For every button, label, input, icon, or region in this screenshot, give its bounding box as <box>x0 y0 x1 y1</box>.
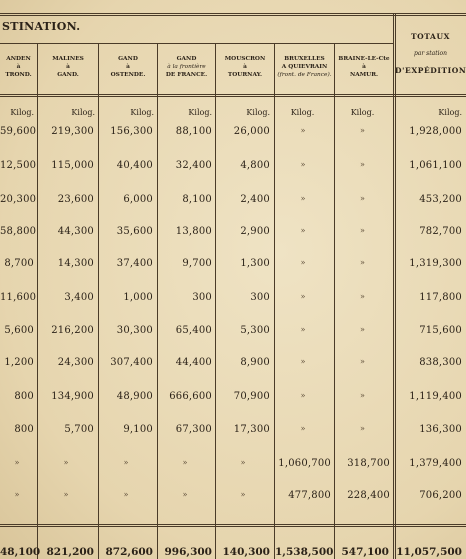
table-cell: 136,300 <box>419 424 462 435</box>
table-cell: 216,200 <box>51 325 94 336</box>
table-cell: » <box>300 292 306 301</box>
table-cell: 318,700 <box>347 458 390 469</box>
table-cell: 48,900 <box>116 391 153 402</box>
destination-title: STINATION. <box>2 20 81 33</box>
total-cell: 48,100 <box>0 546 41 558</box>
table-cell: » <box>359 160 366 169</box>
col-divider <box>274 44 275 559</box>
table-cell: 59,600 <box>0 126 37 137</box>
table-cell: 300 <box>250 292 270 303</box>
table-cell: » <box>300 357 306 366</box>
table-cell: » <box>300 160 306 169</box>
table-cell: 1,119,400 <box>409 391 462 402</box>
table-cell: » <box>123 490 129 499</box>
unit-label: Kilog. <box>438 108 462 117</box>
table-cell: 6,000 <box>123 194 153 205</box>
table-cell: 5,300 <box>240 325 270 336</box>
table-cell: » <box>182 458 188 467</box>
table-cell: 666,600 <box>169 391 212 402</box>
table-cell: 5,600 <box>4 325 34 336</box>
unit-label: Kilog. <box>350 108 375 117</box>
table-cell: 26,000 <box>233 126 270 137</box>
column-header: ANDEN à TROND. <box>5 56 32 78</box>
table-cell: » <box>359 325 366 334</box>
table-cell: 800 <box>14 424 34 435</box>
total-cell: 547,100 <box>341 546 389 558</box>
unit-label: Kilog. <box>188 108 212 117</box>
table-cell: 67,300 <box>175 424 212 435</box>
table-cell: » <box>300 126 306 135</box>
table-cell: 3,400 <box>64 292 94 303</box>
table-cell: 88,100 <box>175 126 212 137</box>
table-cell: » <box>359 226 366 235</box>
unit-label: Kilog. <box>10 108 34 117</box>
table-cell: 8,700 <box>4 258 34 269</box>
table-cell: 40,400 <box>116 160 153 171</box>
table-cell: 715,600 <box>419 325 462 336</box>
table-cell: 32,400 <box>175 160 212 171</box>
column-header: MALINES à GAND. <box>52 56 84 78</box>
table-cell: » <box>359 424 366 433</box>
table-cell: 1,300 <box>240 258 270 269</box>
table-cell: » <box>359 126 366 135</box>
table-cell: 1,060,700 <box>278 458 331 469</box>
table-cell: 1,000 <box>123 292 153 303</box>
table-cell: » <box>182 490 188 499</box>
total-cell: 1,538,500 <box>275 546 334 558</box>
table-cell: 30,300 <box>116 325 153 336</box>
table-cell: 12,500 <box>0 160 37 171</box>
table-cell: » <box>300 258 306 267</box>
totaux-subtitle: par station <box>413 50 448 57</box>
col-divider <box>334 44 335 559</box>
table-cell: 23,600 <box>57 194 94 205</box>
table-cell: 800 <box>14 391 34 402</box>
table-cell: 1,379,400 <box>409 458 462 469</box>
unit-label: Kilog. <box>246 108 270 117</box>
total-cell: 821,200 <box>46 546 94 558</box>
table-cell: 20,300 <box>0 194 37 205</box>
table-cell: 115,000 <box>51 160 94 171</box>
table-cell: » <box>300 325 306 334</box>
table-cell: 44,300 <box>57 226 94 237</box>
table-cell: » <box>14 458 20 467</box>
total-cell: 996,300 <box>164 546 212 558</box>
totaux-expedition: D'EXPÉDITION <box>395 66 466 75</box>
table-cell: » <box>359 391 366 400</box>
table-cell: 44,400 <box>175 357 212 368</box>
table-cell: 1,319,300 <box>409 258 462 269</box>
table-cell: 65,400 <box>175 325 212 336</box>
grand-total-cell: 11,057,500 <box>396 546 462 558</box>
table-cell: » <box>359 357 366 366</box>
table-cell: 35,600 <box>116 226 153 237</box>
table-cell: 706,200 <box>419 490 462 501</box>
table-cell: 37,400 <box>116 258 153 269</box>
unit-label: Kilog. <box>71 108 95 117</box>
column-header: GAND à la frontière DE FRANCE. <box>165 56 208 78</box>
table-cell: 228,400 <box>347 490 390 501</box>
table-cell: » <box>300 391 306 400</box>
table-cell: 307,400 <box>110 357 153 368</box>
table-cell: 782,700 <box>419 226 462 237</box>
table-cell: 14,300 <box>57 258 94 269</box>
column-header: BRUXELLES A QUIEVRAIN (front. de France). <box>277 56 332 78</box>
table-cell: 1,200 <box>4 357 34 368</box>
table-cell: » <box>63 490 69 499</box>
table-cell: 24,300 <box>57 357 94 368</box>
table-cell: » <box>240 490 246 499</box>
table-cell: 1,061,100 <box>409 160 462 171</box>
totals-divider <box>393 14 396 559</box>
table-cell: » <box>63 458 69 467</box>
table-cell: » <box>359 194 366 203</box>
table-cell: 9,100 <box>123 424 153 435</box>
table-cell: » <box>14 490 20 499</box>
table-cell: » <box>123 458 129 467</box>
table-cell: » <box>359 258 366 267</box>
table-cell: 219,300 <box>51 126 94 137</box>
table-cell: 5,700 <box>64 424 94 435</box>
table-cell: 453,200 <box>419 194 462 205</box>
table-cell: 11,600 <box>0 292 37 303</box>
totals-rule <box>0 524 466 527</box>
top-rule <box>0 13 466 16</box>
total-cell: 872,600 <box>105 546 153 558</box>
table-cell: 477,800 <box>288 490 331 501</box>
table-cell: 8,900 <box>240 357 270 368</box>
table-cell: 70,900 <box>233 391 270 402</box>
table-cell: 2,400 <box>240 194 270 205</box>
unit-label: Kilog. <box>130 108 154 117</box>
unit-label: Kilog. <box>290 108 315 117</box>
totaux-title: TOTAUX <box>410 32 451 41</box>
table-cell: 300 <box>192 292 212 303</box>
table-cell: » <box>300 424 306 433</box>
column-header: BRAINE-LE-Cte à NAMUR. <box>338 56 390 78</box>
table-cell: 156,300 <box>110 126 153 137</box>
table-cell: 117,800 <box>419 292 462 303</box>
table-cell: 838,300 <box>419 357 462 368</box>
table-cell: » <box>300 226 306 235</box>
total-cell: 140,300 <box>222 546 270 558</box>
table-cell: 8,100 <box>182 194 212 205</box>
table-cell: 58,800 <box>0 226 37 237</box>
table-cell: » <box>300 194 306 203</box>
column-header: GAND à OSTENDE. <box>110 56 146 78</box>
table-cell: 4,800 <box>240 160 270 171</box>
table-cell: 13,800 <box>175 226 212 237</box>
table-cell: 1,928,000 <box>409 126 462 137</box>
table-cell: 9,700 <box>182 258 212 269</box>
table-cell: 134,900 <box>51 391 94 402</box>
table-cell: 2,900 <box>240 226 270 237</box>
table-cell: » <box>240 458 246 467</box>
table-cell: 17,300 <box>233 424 270 435</box>
column-header: MOUSCRON à TOURNAY. <box>224 56 266 78</box>
table-cell: » <box>359 292 366 301</box>
